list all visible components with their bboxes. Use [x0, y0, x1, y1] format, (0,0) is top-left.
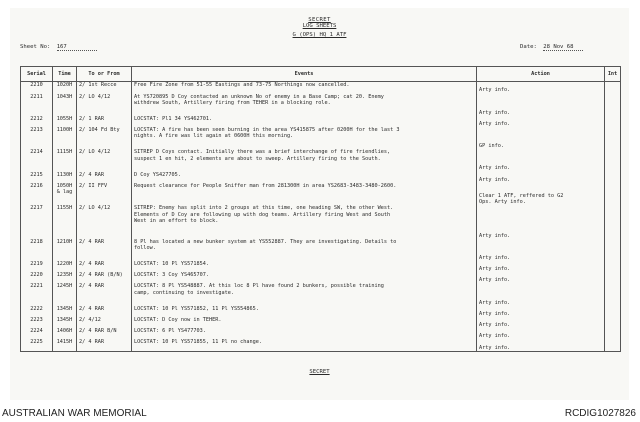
table-row: [21, 183, 621, 205]
cell-time: 1235H: [53, 272, 77, 283]
col-events: Events: [132, 67, 477, 82]
cell-from: 2/ 4 RAR: [77, 306, 132, 317]
sheet-number-value: 167: [57, 44, 97, 51]
date-value: 28 Nov 68: [543, 44, 583, 51]
cell-time: 1210H: [53, 239, 77, 261]
cell-events: LOCSTAT: A fire has been seen burning in the area YS415875 after 0200H for the last 3 nights. A fire was lit again at 0600H this morning.: [132, 127, 477, 149]
cell-time: 1245H: [53, 283, 77, 305]
archive-footer: [0, 403, 640, 422]
cell-time: 1130H: [53, 172, 77, 183]
classification-bottom: SECRET: [309, 369, 330, 375]
cell-action: Arty info.: [477, 239, 605, 261]
cell-serial: 2221: [21, 283, 53, 305]
cell-serial: 2212: [21, 116, 53, 127]
table-row: [21, 94, 621, 116]
cell-serial: 2225: [21, 339, 53, 351]
col-int: Int: [605, 67, 621, 82]
cell-int: [605, 116, 621, 127]
cell-int: [605, 328, 621, 339]
cell-time: 1345H: [53, 317, 77, 328]
cell-int: [605, 339, 621, 351]
cell-action: Arty info.: [477, 272, 605, 283]
log-sheet: [10, 8, 629, 400]
cell-time: 1115H: [53, 149, 77, 171]
cell-int: [605, 205, 621, 239]
cell-from: 2/ 1st Recce: [77, 82, 132, 94]
cell-action: GP info.: [477, 127, 605, 149]
cell-int: [605, 261, 621, 272]
cell-action: Arty info.: [477, 116, 605, 127]
cell-int: [605, 82, 621, 94]
cell-serial: 2222: [21, 306, 53, 317]
cell-action: Arty info.: [477, 283, 605, 305]
cell-serial: 2210: [21, 82, 53, 94]
cell-action: Arty info.: [477, 149, 605, 171]
cell-events: LOCSTAT: 10 Pl YS571852, 11 Pl YS554865.: [132, 306, 477, 317]
cell-action: Arty info.: [477, 306, 605, 317]
cell-events: LOCSTAT: D Coy now in TEHER.: [132, 317, 477, 328]
cell-serial: 2213: [21, 127, 53, 149]
cell-time: 1055H: [53, 116, 77, 127]
table-row: [21, 328, 621, 339]
cell-events: Free Fire Zone from 51-55 Eastings and 73-75 Northings now cancelled.: [132, 82, 477, 94]
sheet-number: [20, 44, 97, 51]
cell-serial: 2218: [21, 239, 53, 261]
cell-serial: 2211: [21, 94, 53, 116]
cell-from: 2/ 104 Fd Bty: [77, 127, 132, 149]
cell-events: LOCSTAT: 10 Pl YS571854.: [132, 261, 477, 272]
table-row: [21, 317, 621, 328]
cell-time: 1406H: [53, 328, 77, 339]
cell-events: SITREP: Enemy has split into 2 groups at this time, one heading SW, the other West. Elements of D Coy are following up with dog teams. Artillery firing West and South West in an effort to block.: [132, 205, 477, 239]
classification-top: SECRET: [308, 17, 331, 23]
cell-from: 2/ LO 4/12: [77, 149, 132, 171]
table-row: [21, 261, 621, 272]
cell-from: 2/ 4 RAR: [77, 239, 132, 261]
table-row: [21, 116, 621, 127]
cell-events: LOCSTAT: 3 Coy YS465707.: [132, 272, 477, 283]
cell-from: 2/ 4 RAR: [77, 339, 132, 351]
cell-serial: 2223: [21, 317, 53, 328]
cell-from: 2/ 4 RAR B/N: [77, 328, 132, 339]
col-to-from: To or From: [77, 67, 132, 82]
cell-from: 2/ LO 4/12: [77, 94, 132, 116]
cell-time: 1155H: [53, 205, 77, 239]
col-serial: Serial: [21, 67, 53, 82]
cell-int: [605, 306, 621, 317]
cell-events: D Coy YS427705.: [132, 172, 477, 183]
sheet-number-label: Sheet No:: [20, 44, 51, 50]
cell-int: [605, 149, 621, 171]
cell-action: Arty info.: [477, 339, 605, 351]
cell-serial: 2214: [21, 149, 53, 171]
date-label: Date:: [520, 44, 537, 50]
cell-int: [605, 239, 621, 261]
table-row: [21, 127, 621, 149]
header-row: [21, 67, 621, 82]
cell-action: Arty info.: [477, 328, 605, 339]
cell-serial: 2217: [21, 205, 53, 239]
table-row: [21, 272, 621, 283]
cell-action: Arty info.: [477, 94, 605, 116]
cell-int: [605, 283, 621, 305]
cell-time: 1050H & lag: [53, 183, 77, 205]
cell-events: LOCSTAT: 10 Pl YS571855, 11 Pl no change.: [132, 339, 477, 351]
cell-int: [605, 127, 621, 149]
cell-time: 1220H: [53, 261, 77, 272]
table-row: [21, 172, 621, 183]
cell-events: SITREP D Coys contact. Initially there was a brief interchange of fire friendlies, suspect 1 en hit, 2 elements are about to sweep. Artillery firing to the South.: [132, 149, 477, 171]
cell-action: Arty info.: [477, 172, 605, 183]
table-row: [21, 283, 621, 305]
cell-serial: 2224: [21, 328, 53, 339]
cell-from: 2/ 4/12: [77, 317, 132, 328]
cell-serial: 2216: [21, 183, 53, 205]
table-row: [21, 205, 621, 239]
sheet-date: [520, 44, 583, 51]
cell-events: LOCSTAT: Pl1 34 YS462701.: [132, 116, 477, 127]
cell-int: [605, 94, 621, 116]
cell-int: [605, 272, 621, 283]
cell-from: 2/ 4 RAR (B/N): [77, 272, 132, 283]
cell-events: LOCSTAT: 8 Pl YS548887. At this loc 8 Pl have found 2 bunkers, possible training camp, continuing to investigate.: [132, 283, 477, 305]
cell-from: 2/ LO 4/12: [77, 205, 132, 239]
cell-from: 2/ 4 RAR: [77, 283, 132, 305]
cell-serial: 2215: [21, 172, 53, 183]
cell-action: Arty info.: [477, 261, 605, 272]
cell-int: [605, 172, 621, 183]
col-action: Action: [477, 67, 605, 82]
sheet-title: LOG SHEETS: [302, 23, 337, 29]
cell-events: 8 Pl has located a new bunker system at YS552887. They are investigating. Details to follow.: [132, 239, 477, 261]
cell-time: 1100H: [53, 127, 77, 149]
cell-serial: 2220: [21, 272, 53, 283]
cell-from: 2/ 4 RAR: [77, 172, 132, 183]
cell-int: [605, 317, 621, 328]
cell-time: 1345H: [53, 306, 77, 317]
table-row: [21, 149, 621, 171]
cell-action: Arty info.: [477, 205, 605, 239]
log-table: [20, 66, 621, 352]
table-row: [21, 239, 621, 261]
cell-from: 2/ II FFV: [77, 183, 132, 205]
cell-time: 1415H: [53, 339, 77, 351]
table-row: [21, 339, 621, 351]
cell-serial: 2219: [21, 261, 53, 272]
cell-events: At YS720895 D Coy contacted an unknown No of enemy in a Base Camp; cat 20. Enemy withdrew South, Artillery firing from TEHER in a blocking role.: [132, 94, 477, 116]
cell-action: Clear 1 ATF, reffered to G2 Ops. Arty info.: [477, 183, 605, 205]
archive-name: AUSTRALIAN WAR MEMORIAL: [2, 408, 147, 419]
table-row: [21, 82, 621, 94]
cell-events: Request clearance for People Sniffer man from 281300H in area YS2683-3483-3480-2600.: [132, 183, 477, 205]
cell-action: Arty info.: [477, 317, 605, 328]
cell-time: 1043H: [53, 94, 77, 116]
table-row: [21, 306, 621, 317]
cell-action: Arty info.: [477, 82, 605, 94]
cell-time: 1020H: [53, 82, 77, 94]
cell-int: [605, 183, 621, 205]
unit-title: G (OPS) HQ 1 ATF: [292, 32, 347, 38]
archive-id: RCDIG1027826: [564, 408, 636, 419]
cell-from: 2/ 1 RAR: [77, 116, 132, 127]
col-time: Time: [53, 67, 77, 82]
cell-events: LOCSTAT: 6 Pl YS477703.: [132, 328, 477, 339]
cell-from: 2/ 4 RAR: [77, 261, 132, 272]
